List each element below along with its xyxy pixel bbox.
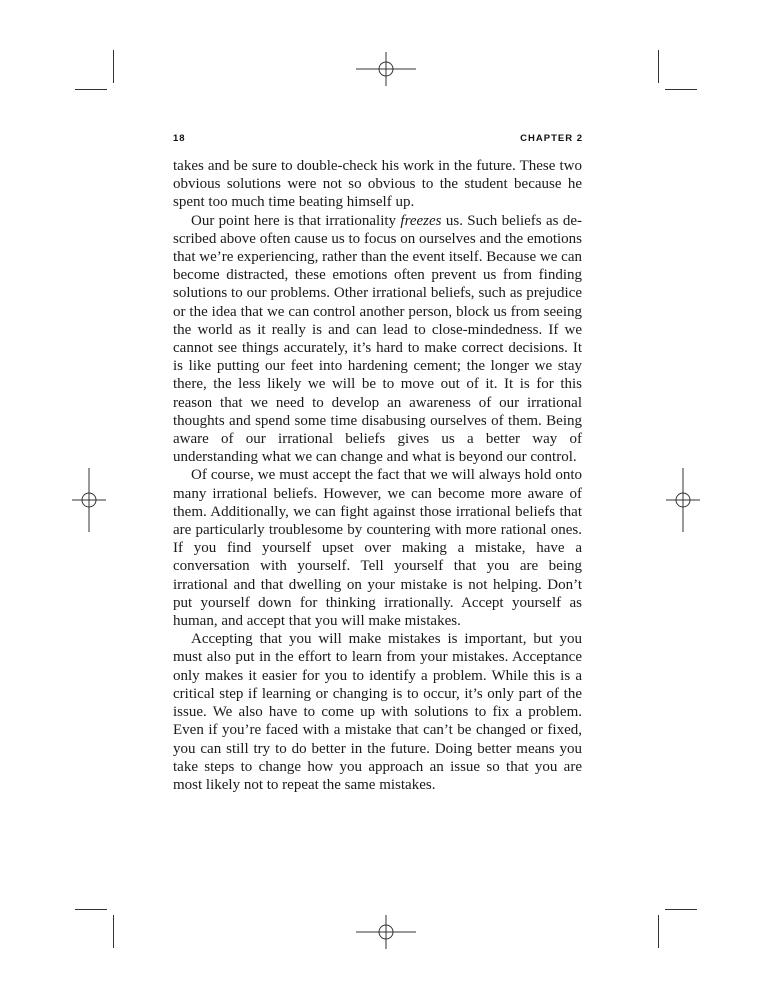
registration-mark-left <box>72 468 106 532</box>
chapter-label: CHAPTER 2 <box>520 133 583 144</box>
registration-mark-bottom <box>356 915 416 949</box>
body-text <box>173 157 582 794</box>
paragraph-rest: us. Such beliefs as described above often cause us to focus on ourselves and the emotions that we’re experiencing, rather than the event itself. Because we can become distracted, these emotions often prevent us from finding solutions to our problems. Other irrational beliefs, such as prejudice or the idea that we can control another person, block us from seeing the world as it really is and can lead to close-mindedness. If we cannot see things accurately, it’s hard to make correct decisions. It is like putting our feet into hardening cement; the longer we stay there, the less likely we will be to move out of it. It is for this reason that we need to develop an awareness of our irrational thoughts and spend some time disabusing ourselves of them. Being aware of our irrational beliefs gives us a better way of understanding what we can change and what is beyond our control. <box>173 212 583 466</box>
registration-mark-right <box>666 468 700 532</box>
crop-mark-bottom-left <box>75 910 114 949</box>
page-number: 18 <box>173 133 186 144</box>
paragraph-lead: Our point here is that irrationality <box>191 212 401 229</box>
paragraph-learn-from-mistakes: Accepting that you will make mistakes is important, but you must also put in the effort to learn from your mistakes. Acceptance only makes it easier for you to identify a problem. While this is a critical step if learning or changing is to occur, it’s only part of the issue. We also have to come up with solutions to fix a problem. Even if you’re faced with a mistake that can’t be changed or fixed, you can still try to do better in the future. Doing better means you take steps to change how you approach an issue so that you are most likely not to repeat the same mistakes. <box>173 631 582 793</box>
crop-mark-bottom-right <box>659 910 698 949</box>
crop-mark-top-left <box>75 50 114 90</box>
crop-mark-top-right <box>659 50 698 90</box>
paragraph-continued: takes and be sure to double-check his work in the future. These two obvious solutions were not so obvious to the student because he spent too much time beating himself up. <box>173 158 582 211</box>
registration-mark-top <box>356 52 416 86</box>
paragraph-irrationality-freezes <box>173 212 582 467</box>
paragraph-accept-irrational-beliefs: Of course, we must accept the fact that we will always hold onto many irrational beliefs. However, we can become more aware of them. Additionally, we can fight against those irrational beliefs that are particularly troublesome by countering with more rational ones. If you find yourself upset over making a mistake, have a conversation with yourself. Tell yourself that you are being irrational and that dwelling on your mistake is not helping. Don’t put yourself down for thinking irrationally. Accept yourself as human, and accept that you will make mistakes. <box>173 467 582 630</box>
emphasis-freezes: freezes <box>400 212 442 229</box>
